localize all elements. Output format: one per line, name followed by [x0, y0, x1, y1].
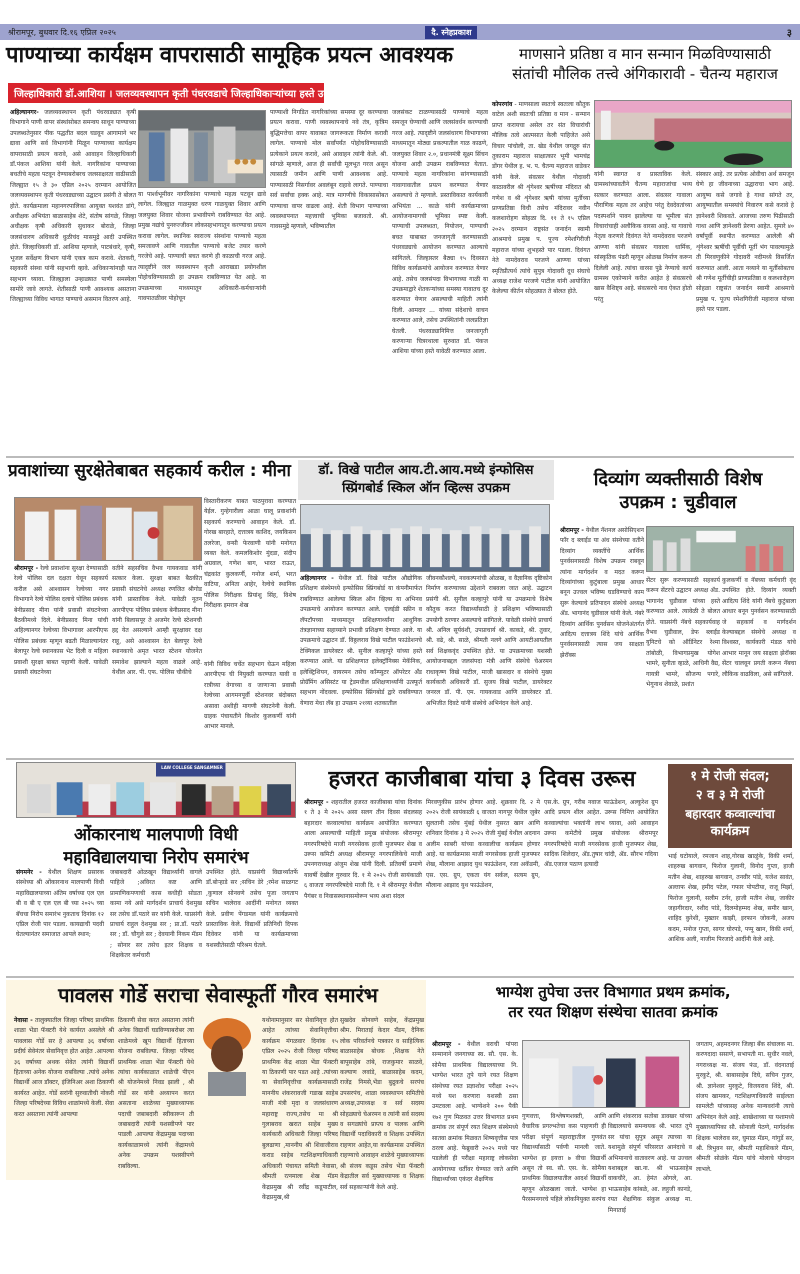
story5-col3: कुलकर्णी व नॅबच्या कर्मचारी वृंद उपस्थित होते. दिव्यांग व्यक्ती आदित्य शिंदे यांनी नॅबचे कुटुंबाला आधार बनून पुनर्वसन करण्यासाठी जे सहकार्य व मार्गदर्शन केल्याबद्दल संस्थेचे अध्यक्ष व विश्वस्त, कार्यकारी मंडळ यांचे आभार मानून जय साक्षता झेरॉक्स सेंटर चालवून प्रगती करून नॅबचा लौकिक वाढविला, असे सांगितले. [722, 577, 796, 678]
portrait-photo [196, 1016, 258, 1096]
story7-sidebar-heading: १ मे रोजी संदल; २ व ३ मे रोजी बहारदार कव्वाल्यांचा कार्यक्रम [668, 764, 792, 848]
story8-photo [196, 1016, 258, 1096]
story1-headline: पाण्याच्या कार्यक्षम वापरासाठी सामूहिक प्रयत्न आवश्यक [6, 43, 453, 68]
story5-col1: श्रीरामपूर - येथील नॅशनल असोसिएशन फॉर द ब्लाईंड या अंध संस्थेच्या वतीने दिव्यांग व्यक्तींचे आर्थिक पुनर्वसनासाठी विशेष उपक्रम राबवून त्यांना मार्गदर्शन व मदत करून दिव्यांगांच्या कुटुंबाला प्रमुख आधार बनून उज्वल भविष्य घडविण्याचे काम सुरू केल्याचे प्रतिपादन संस्थेचे अध्यक्ष ॲड. भागानंद चुडीवाल यांनी केले. नंबरे दिव्यांग आर्थिक पुनर्वसन योजनेअंतर्गत आदित्य दत्तात्रय शिंदे यांचे आर्थिक पुनर्वसनासाठी त्यास जय साक्षता झेरॉक्स [560, 527, 644, 659]
story1-subhead: जिल्हाधिकारी डॉ.आशिया । जलव्यवस्थापन कृती पंधरवडाचे जिल्हाधिकाऱ्यांच्या हस्ते उदघाटन [8, 83, 324, 103]
story4-photo [300, 504, 550, 572]
farewell-photo [17, 763, 295, 817]
story2-dateline: कोपरगांव [492, 101, 513, 108]
story3-headline: प्रवाशांच्या सुरक्षेतेबाबत सहकार्य करील : मीना [8, 461, 291, 481]
inauguration-photo [647, 527, 793, 571]
story1-col3: पाण्याशी निगडित नागरिकांच्या समस्या दूर करण्याचा प्रयत्न करावा. पाणी व्यवस्थापनाचे नवे तंत्र, कृत्रिम बुद्धिमत्तेचा वापर यावाबत जागरूकता निर्माण करावी लागेल. पाण्याचे मोल सर्वांपर्यंत पोहोचविण्यासाठी प्रत्येकाने प्रयत्न करावे, असे आवाहन त्यांनी केले. श्री. सांगळे म्हणाले, आज ही सर्वांची मूलभूत गरज असून त्यासाठी जमीन आणि पाणी आवश्यक आहे. पाण्यासाठी निसर्गावर अवलंबून राहावे लागते. पाण्याचा सर्व सर्वांचा हक्क आहे. मात्र मागणीचे विकासासोबत पाण्याचा वापर वाढला आहे. शेती विभाग पाण्याच्या व्यवस्थापनात महत्त्वाची भूमिका बजावतो. श्री. गावसमुद्रे म्हणाले, भविष्यातील [270, 109, 388, 231]
story2-col3: संस्कार आहे. तर प्रत्येक ओवीचा अर्थ समजून घेणे हा जीवनाच्या उद्धाराचा भाग आहे. आयुष्य कसे जगावे हे गाथा सांगते तर, आयुष्यातील समस्यांचे निवारण कसे करावे हे ज्ञानेश्वरी शिकवते. आजच्या तरुण पिढीसाठी गाथा आणि ज्ञानेश्वरी प्रेरणा आहेत. सुमारे ४० वर्षांपूर्वी स्थापीत करण्यात आलेली श्री शृंगेश्वर ऋषींची पूर्वीची मूर्ती भंग पावल्यामुळे ती मिरवणुकीने गोदावरी नदीमध्ये विसर्जित करण्यात आली. आता नव्याने या मूर्तीसोबतच श्री गणेश मूर्तीचीही प्राणप्रतिष्ठा व कलशारोहण सोहळा राष्ट्रसंत जनार्दन स्वामी आश्रमाचे प्रमुख प. पूज्य रमेशगिरीजी महाराज यांच्या हस्ते पार पडला. [696, 171, 794, 314]
story4-col2: जीवनकौशल्ये, नवकल्पनांची ओळख, व वैज्ञानिक दृष्टिकोन निर्माण करण्याच्या उद्देशाने राबवला जात आहे. उद्घाटन प्रसंगी श्री. सुनील कल्हापुरे यांनी या उपक्रमाचे विशेष कौतुक करत विद्यार्थ्यांसाठी हे प्रशिक्षण भविष्यासाठी उपयोगी ठरणार असल्याचे सांगितले. यावेळी संस्थेचे प्राचार्य श्री. अनिल सूर्यवंशी, उपप्राचार्य श्री. काकडे, श्री. तुवार, श्री. वढे, श्री. साळे, श्रीमती नलगे आणि आयटीआयतील सर्व शिक्षकवृंद उपस्थित होते. या उपक्रमाच्या यशस्वी आयोजनाबद्दल जलसंपदा मंत्री आणि संस्थेचे चेअरमन राधाकृष्ण विखे पाटील, माजी खासदार व संस्थेचे मुख्य कार्यकारी अधिकारी डॉ. सुजय विखे पाटील, डायरेक्टर जनरल डॉ. पी. एम. गायकवाड आणि डायरेक्टर डॉ. अभिजीत दिवटे यांनी संस्थेचे अभिनंदन केले आहे. [426, 575, 552, 707]
story6-col3: उपस्थित होते. याप्रसंगी विद्यार्थ्यांतर्फे डॉ.बोऱ्हाडे सर ;सचिन डेरे ;रमेश साळगट ,कुणाल सोनवणे तसेच पूजा जगताप सचिन भालेराव आदींनी मनोगत व्यक्त केले. प्रवीण पेंगडमल यांनी कार्यक्रमाचे प्रास्ताविक केले. विद्यार्थी प्रतिनिधी दिपक दिवेकर यांनी या कार्यक्रमाच्या यशस्वीतेसाठी परिश्रम घेतले. [206, 869, 298, 949]
group-photo [301, 505, 549, 571]
story4-col1: अहिल्यानगर - येथील डॉ. विखे पाटील औद्योगिक प्रशिक्षण संस्थेमध्ये इन्फोसिस स्प्रिंगबोर्ड या कंपनीमार्फत राबविण्यात आलेल्या स्किल ऑन व्हिल्स या अभिनव उपक्रमाचे आयोजन करण्यात आले. एलईडी स्क्रीन व लॅपटॉपच्या माध्यमातून प्रशिक्षणार्थ्यांना आधुनिक तंत्रज्ञानाच्या सहाय्याने प्रभावी प्रशिक्षण देण्यात आले. या उपक्रमाचे उद्घाटन डॉ. विठ्ठलराव विखे पाटील फाउंडेशनचे टेक्निकल डायरेक्टर श्री. सुनील कल्हापुरे यांच्या हस्ते करण्यात आले. या प्रशिक्षणात इलेक्ट्रॉनिक्स मेकॅनिक, इलेक्ट्रिशियन, वायरमन तसेच कॉम्प्युटर ऑपरेटर अँड प्रोग्रॅमिंग असिस्टंट या ट्रेडमधील प्रशिक्षणार्थ्यांनी उत्स्फूर्त सहभाग नोंदवला. इन्फोसिस स्प्रिंगबोर्ड द्वारे राबविण्यात येणारा मेधा लॅब हा उपक्रम २१व्या शतकातील [300, 575, 422, 707]
story1-col2: या पार्श्वभूमीवर नागरिकांना पाण्याचे महत्व पटवून द्यावे लागेल. जिल्ह्यात गाळमुक्त धरण गाळयुक्त शिवार आणि जलयुक्त शिवार योजना प्रभावीपणे राबविण्यात येत आहे. प्रमुख नद्यांचे पुनरुज्जीवन लोकसहभागातून करण्याचा प्रयत्न करावा लागेल. स्थानिक स्वराज्य संस्थांना पाण्याचे महत्व समजावणे आणि गावातील पाण्याचे बजेट तयार करणे गरजेचे आहे. पाण्याची बचत करणे ही काळाची गरज आहे. त्यादृष्टीने जल व्यवस्थापन कृती आराखडा प्रयोगशील पोहोचविण्यासाठी हा उपक्रम राबविण्यात येत आहे. या उपक्रमाच्या माध्यमातून अधिकारी-कर्मचाऱ्यांनी गावपातळीवर पोहोचून [138, 191, 266, 303]
story8-col3: यथोनामानुसार सर सेवानिवृत्त होत आहेत त्यांच्या सेवानिवृत्तीचा कार्यक्रम मंगळवार दिनांक १५ एप्रिल २०२५ रोजी जिल्हा परिषद प्राथमिक केंद्र शाळा भेंडा फॅक्टरी या ठिकाणी पार पडत आहे .त्यांच्या या सेवानिवृत्तीचा कार्यक्रमासाठी माननीय शंकररावजी गडाख साहेब माजी मंत्री मृदा व जलसंधारण महाराष्ट्र राज्य,तसेच मा श्री गुलाबराव खरात साहेब मुख्य कार्यकारी अधिकारी जिल्हा परिषद बुलढाणा ,माननीय श्री शिवाजीराव कराड साहेब गटशिक्षणाधिकारी अधिकारी पंचायत समिती नेवासा, श्रीमती रत्नमाला शेख मॅडम केंद्रप्रमुख श्री रवींद्र कडूपाटील, केंद्रप्रमुख,श्री [262, 1017, 338, 1201]
story1-col1: अहिल्यानगर- जलव्यवस्थापन कृती पंधरवड्यात कृषी विभागाने पाणी वापर संस्थांसोबत समन्वय साधून पाण्याच्या उपलब्धतेनुसार पीक पद्धतीत बदल घडवून आगामाने भर द्यावा आणि सर्व विभागांनी मिळून पाण्याच्या कार्यक्षम वापरासाठी प्रयत्न करावे, असे आवाहन जिल्हाधिकारी डॉ.पंकज आशिया यांनी केले. नागरिकांना पाण्याच्या बचतीचे महत्व पटवून देण्याबरोबरच जलसाक्षरता वाढीसाठी जिल्ह्यात १५ ते ३० एप्रिल २०२५ दरम्यान आयोजित जलव्यवस्थापन कृती पंधरवड्याच्या उद्घाटन प्रसंगी ते बोलत होते. कार्यक्रमाला महानगरपालिका आयुक्त यशवंत डांगे, अधीक्षक अभियंता बाळासाहेब शेटे, संतोष सांगळे, जिल्हा अधीक्षक कृषी अधिकारी सुधाकर बोराळे, जिल्हा जलसंधारण अधिकारी धुळीचंद मासमुद्रे आदी उपस्थित होते. जिल्हाधिकारी डॉ. आशिया म्हणाले, पाटबंधारे, कृषी, भूजल सर्वेक्षण विभाग यांनी एकत्र काम करावे. शेतकरी, सहकारी संस्था यांनी सहभागी व्हावे. अधिकाऱ्यांनाही यात सहभाग घ्यावा. जिल्ह्याला उन्हाळ्यात पाणी समस्येला सामोरे जावे लागते. शेतीसाठी पाणी आवश्यक असताना जिल्ह्याच्या विविध भागात पाण्याचे असमान वितरण आहे. [10, 109, 136, 304]
masthead-bar [0, 24, 800, 40]
story5-photo [646, 526, 794, 572]
story7-headline: हजरत काजीबाबा यांचा ३ दिवस उरूस [328, 767, 636, 792]
story3-col-top: विस्तारीकरण याबत पाठपुरावा करण्यात येईल. गुन्हेगारीला आळा घालू प्रवाशांनी सहकार्य करण्याचे आवाहन केले. डॉ. गोरख बारहाते, दत्तात्रय काशिद, जयकिसन तलरेजा, वन्सी फेरवाणी यांनी मनोगत व्यक्त केले. कमलकिशोर मुंदडा, संदीप अग्रवाल, गणेश बाग, भारत राऊत, चंद्रकांत कुलकर्णी, गनोज शर्मा, भरत वाटिया, अनिता आहेर, रेल्वेचे स्थानिक पोलिस निरीक्षक प्रियांशु सिंह, विशेष निरीक्षक इमरान शेख [204, 498, 296, 610]
story7-col1: श्रीरामपूर - शहरातील हजरत काजीबाबा यांचा दिनांक १ ते ३ मे २०२५ असा सलग तीन दिवस संदलसह बहारदार कव्वाल्यांचा कार्यक्रम आयोजित करण्यात आला असल्याची माहिती प्रमुख संयोजक श्रीरामपूर नगरपरिषदेचे माजी नगरसेवक हाजी मुजफ्फर शेख व उरूस कमिटी अध्यक्ष श्रीरामपूर नगरपालिकेचे माजी उपनगराध्यक्ष अंजुम शेख यांनी दिली. प्रतिवर्षी प्रमाणे यावर्षी देखील गुरुवार दि. १ मे २०२५ रोजी सायंकाळी ६ वाजता नगरपरिषदेचे माजी दि. १ मे श्रीरामपूर येथील पैगंबर व निवासस्थानासमोरून भव्य अशा संदल [304, 799, 422, 900]
story8-col1: नेवासा - तालुक्यातील जिल्हा परिषद प्राथमिक शाळा भेंडा फॅक्टरी येथे कार्यरत असलेले श्री पावलास गोर्डे सर हे आपल्या ३६ वर्षाच्या प्रदीर्घ सेवेनंतर सेवानिवृत्त होत आहेत .आपल्या ३६ वर्षाच्या अथक सेवेत त्यांनी विद्यार्थी हिताच्या अनेक योजना राबविल्या .त्यांचे अनेक विद्यार्थी आज डॉक्टर, इंजिनिअर अशा ठिकाणी कार्यरत आहेत. गोर्डे सरांनी सुरुवातीची नोकरी जिल्हा परिषदेच्या विविध शाळांमध्ये केली. सेवा करत असताना त्यांनी आपल्या [14, 1017, 114, 1118]
section-divider [6, 758, 794, 760]
dateline: श्रीरामपूर, बुधवार दि.१६ एप्रिल २०२५ [8, 27, 116, 37]
story6-headline: ओंकारनाथ मालपाणी विधी महाविद्यालयाचा निरोप समारंभ [63, 825, 249, 868]
story6-dateline: संगमनेर - [16, 869, 42, 876]
story4-dateline: अहिल्यानगर - [300, 575, 334, 582]
story8-col2: ठिकाणी सेवा करत असताना त्यांनी अनेक विद्यार्थी घडविण्याबरोबर त्या शाळेमध्ये खूप विद्यार्थी हिताच्या योजना राबविल्या. जिल्हा परिषद प्राथमिक शाळा भेंडा फॅक्टरी येथे त्यांचा कार्यकाळात शाळेची पीएन श्री योजनेमध्ये निवड झाली , श्री गोर्डे सर यांनी अध्यापन करत असताना शाळेच्या मुख्याध्यापक पदाची जबाबदारी स्वीकारून ती जबाबदारी त्यांनी यशस्वीपणे पार पाडली .आपल्या केंद्रप्रमुख पदाच्या कार्यकाळामध्ये त्यांनी केंद्रामध्ये अनेक उपक्रम यशस्वीपणे राबविल्या. [118, 1017, 194, 1170]
story3-col2: वतीने सहसचिव वैभव गायकवाड यांनी सत्कार केला. सुरक्षा बाबत बैठकीत प्रवासी संघटनेचे अध्यक्ष रणजित श्रीगोड यांनी प्रास्ताविक केले. यावेळी नूतन आरपीएफ पोलिस प्रबंधक बेनीप्रसाद मीना यांनी बिलासपूर ते अजमेर रेल्वे स्टेशनची हद्द येत असल्याने आम्ही सुरक्षावर दक्ष राहू, असे आश्वासन देत बेलापूर रेल्वे स्थानकाचे अमृत भारत स्टेशन योजनेत समावेश झाल्याने महत्व वाढले आहे. येथील आर. पी. एफ. पोलिस चौकीचे [112, 565, 202, 677]
story7-col2: मिरवणुकीस प्रारंभ होणार आहे. शुक्रवार दि. २ मे २०२५ रोजी सायंकाळी ६ वाजता नागपूर येथील जुबेर सुलतानी तसेच मुंबई येथील नुसरत खान आणि शनिवार दिनांक ३ मे २०२५ रोजी मुंबई येथील अदनान अलीम साबरी यांच्या कव्वालीचा कार्यक्रम होणार आहे. या कार्यक्रमास माजी नगरसेवक हाजी मुजफ्फर शेख, मौलाना आझाद युथ फाऊंडेशन, रजा अकॅडमी, एस. एस. ग्रुप, एकता यंग सर्कल, सत्यम ग्रुप, मौलाना आझाद युथ फाऊंडेशन, [426, 799, 540, 890]
section-divider [6, 976, 794, 978]
story1-col4: जलसंकट टाळण्यासाठी पाण्याचे महत्व समजून घेण्याची आणि जलसंवर्धन करण्याची गरज आहे. त्यादृष्टीने जलसंधारण विभागाच्या माध्यमातून मोठ्या प्रकल्पातील गाळ काढणे, जलयुक्त शिवार २.०, प्रधानमंत्री सूक्ष्म सिंचन योजना आदी उपक्रम राबविण्यात येतात. पाण्याचे महत्व नागरिकांना सांगण्यासाठी गावागावातील प्रयत्न करण्यात येणार असल्याचे ते म्हणाले. प्रस्ताविकात कार्यकारी अभियंता ... काळे यांनी कार्यक्रमाच्या आयोजनामागची भूमिका स्पष्ट केली. पाण्याची उपलब्धता, नियोजन, पाण्याची बचत याबाबत जनजागृती करण्यासाठी पंधरवड्याचे आयोजन करण्यात आल्याचे सांगितले. जिल्हास्तर बैठ्या १५ दिवसात विविध कार्यक्रमांचे आयोजन करण्यात येणार आहे. तसेच जलसंपदा विभागाच्या गाळी या उपक्रमाद्वारे शेतकऱ्यांच्या समस्या गावातच दूर करण्यात येणार असल्याची माहिती त्यांनी दिली. आमदार ... यांच्या संदेशाचे वाचन करण्यात आले, तसेच उपस्थितांनी जलप्रतिज्ञा घेतली. पंधरवड्यानिमित्त जनजागृती करणाऱ्या चित्ररथाला सुरुवात डॉ. पंकज आशिया यांच्या हस्ते यावेळी करण्यात आला. [392, 109, 488, 356]
story3-col1: श्रीरामपूर - रेल्वे प्रवाशांना सुरक्षा देण्यासाठी रेल्वे पोलिस दल दक्षता घेवून सहकार्य करील असे आश्वासन रेल्वेच्या नगर विभागाने रेल्वे पोलिस दलाचे पोलिस प्रबंधक बेनीप्रसाद मीना यांनी प्रवासी संघटनेच्या बैठकीमध्ये दिले. बेनीप्रसाद मिना यांची अहिल्यानगर रेल्वेच्या विभागावर आरपीएफ पोलिस प्रबंधक म्हणून बढती मिळाल्यानंतर बेलापूर रेल्वे स्थानकास भेट दिली व महिला प्रवाशी सुरक्षा बाबत पहाणी केली. यावेळी प्रवासी संघटनेच्या [14, 565, 108, 677]
section-divider [6, 456, 794, 458]
felicitation-photo [15, 498, 201, 560]
story9-col3: आणि शंकरराव सतोबा डावखर यांच्या विद्यालयाचे समन्वयक श्री. भारत तुपे सर यांचा सुपुत्र असून त्याच्या या यशामुळे संपूर्ण परिसरात आनंदाचे व अभिमानाचे वातावरण आहे. या उज्वल यशाबद्दल खा.ना. श्री भाऊसाहेब वाकचौरे, आ. हेमंत ओगले, आ. भाऊसाहेब कांबळे, आ. लहुजी कानडे, रयत शैक्षणिक संकुल अध्यक्ष मा. मिनाताई [608, 1113, 692, 1214]
story9-photo [522, 1040, 690, 1108]
story9-dateline: श्रीरामपूर - [432, 1041, 461, 1048]
story8-col4: सुखदेव सोनवणे साहेब, केंद्रप्रमुख श्रीम. मिराताई केदार मॅडम, दैनिक लोक परिवर्तनचे पत्रकार व साहित्यिक बाळासाहेब बोधक ,शिक्षक नेते बापूसाहेब तांबे, राजकुमार साळवे, कल्याण लवांडे, बाळासाहेब कदम, राजेंद्र निमसे,भेंडा बुद्रुकचे सरपंच उपसरपंच, शाळा व्यवस्थापन समितीचे अध्यक्ष,उपाध्यक्ष व सर्व सदस्य सोहळ्याचे चेअरमन व त्यांनी सर्व सदस्य व सगळ्यांचे प्राप्त्य व पालक आणि विद्यार्थी पदाधिकारी व शिक्षक उपस्थित राहणार आहेत,या कार्यक्रमास उपस्थित राहण्याचे आवाहन शाळेचे मुख्याध्यापक श्री संजय कडूस तसेच भेंडा फॅक्टरी केंद्रातील सर्व मुख्याध्यापक व शिक्षक सर्व सहकाऱ्यांनी केले आहे. [340, 1017, 424, 1191]
story9-col1: श्रीरामपूर - येथील वराची पांपरा सन्मानाने जनगाच्या स्व. सौ. एस. के. सोमैया प्राथमिक विद्यालयाच्या नि. भाग्येश भारत तुपे याने रयत शिक्षण संस्थेच्या रयत प्रज्ञाशोध परीक्षा २०२५ मध्ये यश करणारा यशस्वी ठसा उमटवला आहे. भाग्येशने २०० पैकी १७२ गुण मिळवत उत्तर विभागात प्रथम क्रमांक तर संपूर्ण रयत शिक्षण संस्थेमध्ये सातवा क्रमांक मिळवत शिष्यवृत्तीस पात्र ठरला आहे. फेब्रुवारी २०२५ मध्ये पार पडलेली ही परीक्षा महाराष्ट्र लोकसेवा आयोगाच्या धर्तीवर घेण्यात जाते आणि विद्यार्थ्यांच्या एकंदर शैक्षणिक [432, 1041, 518, 1184]
story3-dateline: श्रीरामपूर - [14, 565, 39, 572]
ceremony-photo [139, 111, 265, 187]
story6-col1: संगमनेर - येथील शिक्षण प्रसारक संस्थेच्या श्री ओंकारनाथ मालपाणी विधी महाविद्यालयाच्या अंतिम वर्षाच्या एल एल बी व बी ए एल एल बी च्या २०२५ च्या बॅचचा निरोप समारंभ नुकताच दिनांक १२ एप्रिल रोजी पार पडला. कायद्याची पदवी घेतल्यानंतर समाजात आपले स्थान; [16, 869, 104, 939]
paper-name: दै. स्नेहप्रकाश [425, 26, 477, 39]
story7-col3: एस.के. ग्रुप, गरीब नवाज फाऊंडेशन, अल्कुरेश ग्रुप आदि प्रयत्न शील आहेत. उरूस निमित्त आयोजित कव्वाल्यांचा भक्तांनी लाभ घ्यावा, असे आवाहन उरूस कमेटीचे प्रमुख संयोजक श्रीरामपूर नगरपरिषदेचे माजी नगरसेवक हाजी मुजफ्फर शेख, सादिक शिलेदार, ॲड.तुषार चांदी, ॲड. सौरभ गदिया ॲड.एजाज पठाण इत्यादी [544, 799, 658, 869]
story2-photo [594, 100, 792, 168]
story6-col2: जबाबदारी ओळखून विद्यार्थ्यांनी वागले पाहिजे ;अविरत कष्ट आणि प्रामाणिकपणाची कास कधीही सोडता कामा नये असे मार्गदर्शन प्राचार्य देशमुख सर तसेच डॉ.पठारे सर यांनी केले. याप्रसंगी प्राचार्य राहुल देशमुख सर ; प्रा.डॉ. पठारे सर ; डॉ. चौगुले सर ; देवयानी निकम मॅडम ; सोनार सर तसेच इतर शिक्षक व शिक्षकेतर कर्मचारी [110, 869, 202, 960]
story5-headline: दिव्यांग व्यक्तीसाठी विशेष उपक्रम : चुडीवाल [593, 469, 763, 514]
story3-photo [14, 497, 202, 561]
story3-col3: यांनी विविध चर्चेत सहभाग घेऊन महिला आरपीएफ ची नियुक्ती करण्यात यावी व रात्रीच्या वेगाच्या व जाणाऱ्या प्रवासी रेल्वेच्या आगमनपूर्वी स्टेशनवर बंदोबस्त असावा अशीही मागणी संघटनेनी केली. ग्राहक पंचायतीने किशोर कुलकर्णी यांनी आभार मानले. [204, 661, 296, 731]
story7-dateline: श्रीरामपूर - [304, 799, 329, 806]
story1-photo [138, 110, 266, 188]
story2-col1: कोपरगांव - माणसाला स्वतःचे स्वतःला कौतुक वाटेल अशी स्वतःची प्रतिष्ठा व मान - सन्मान प्राप्त करायचा असेल तर संत विचारांची मौलिक तत्वे आत्मसात केली पाहिजेत असे विचार पांचोली, ता. खेड येथील जगद्गुरु संत तुकाराम महाराज साक्षात्कार भूमी भामचंद्र डोंगर येथील ह. भ. प. चैतन्य महाराज वाडेकर यांनी केले. संवत्सर येथील गोदावरी काठावरील श्री शृंगेश्वर ऋषींच्या मंदिरात श्री गणेश व श्री शृंगेश्वर ऋषी यांच्या मूर्तीच्या प्राणप्रतिष्ठा विधी तसेच मंदिरावर नवीन कलशारोहण सोहळा दि. ११ ते १५ एप्रिल २०२५ दरम्यान राष्ट्रसंत जनार्दन स्वामी आश्रमाचे प्रमुख प. पूज्य रमेशगिरीजी महाराज यांच्या शुभहस्ते पार पडला. दिवंगत नेते नामदेवराव परजणे आण्णा यांच्या स्मृतिप्रीत्यर्थ त्यांचे सुपुत्र गोदावरी दूध संघाचे अध्यक्ष राजेश परजणे पाटील यांनी आयोजित केलेल्या कीर्तन सोहळ्यात ते बोलत होते. [492, 101, 590, 296]
story2-col2: यांनी स्वागत व प्रास्ताविक केले. ग्रामस्थांच्यावतीने चैतन्य महाराजांचा भव्य सत्कार करण्यात आला. संवत्सर गावाला पौराणिक महत्व तर आहेच परंतु देवदेवतांच्या पदस्पर्शाने पावन झालेल्या या भूमीला संत विचारांचाही अलौकिक वारसा आहे. या गावाचे नेतृत्व करणारे दिवंगत नेते नामदेवराव परजणे आण्णा यांनी संवत्सर गावाला धार्मिक, सांस्कृतिक पंढरी म्हणून ओळख निर्माण करून दिलेली आहे. त्यांचा वारसा पुढे नेण्याचे कार्य ग्रामस्थ एकोप्याने करीत आहेत हे संवत्सरचे खास वैशिष्ट्य आहे. संवत्सरचे नाव ऐकत होतो परंतु [594, 171, 692, 303]
story6-photo [16, 762, 296, 818]
award-photo [523, 1041, 689, 1107]
story5-dateline: श्रीरामपूर - [560, 527, 584, 534]
page-number: ३ [786, 28, 792, 39]
story8-headline: पावलस गोर्डे सराचा सेवास्फूर्ती गौरव समारंभ [58, 983, 378, 1007]
story9-col4: जगताप, अहमदनगर जिल्हा बँक संचालक मा. करणदादा ससाणे, सभापती मा. सुधीर नवले, नगराध्यक्ष मा. संजय फंड, डॉ. वंदनाताई मुरकुटे, श्री. बाबासाहेब दिघे, सचिन गुजर, श्री. ज्ञानेश्वर मुरकुटे, विजयराव शिंदे, श्री. संजय खामकर, गटशिक्षणाधिकारी साईलता सामलेटी यांच्यासह अनेक मान्यवरांनी त्याचे अभिनंदन केले आहे. शाखेशाच्या या यशामध्ये मुख्याध्यापिका सौ. सोनाली पेठणे, मार्गदर्शक शिक्षक भालेराव सर, घुमाळ मॅडम, गांगुर्डे सर, श्री. त्रिभुवन सर, श्रीमती महाशिकारे मॅडम, श्रीमती सोळंके मॅडम यांचे मोलाचे योगदान लाभले. [696, 1041, 794, 1173]
story1-dateline: अहिल्यानगर- [10, 109, 39, 116]
story7-sidebar-text: भाई घटोयाले, रमजान शाह,गोरख खाळुंके, विकी शर्मा, शाहरुख बागवान, फिरोज गुलानी, विनोद गुप्ता, हाजी मतीन शेख, शाहरुख बागवान, तनवीर पांडे, यजेश सावंत, अल्ताफ शेख, हमीद पटेल, गफार पोपटीया, राजू मिर्झा, फिरोज गुलानी, सलीम टर्नर, हाजी मतीन शेख, जाकीर जहागीरदार, रशीद पांडे, दिलमोहम्मद शेख, समीर खान, शाहिद कुरेशी, मुख्तार काझी, इरफान जोकनी, अजय कदम, मनोज गुप्ता, सागर घोरपडे, पप्पू खान, विकी शर्मा, आशिक अली, नाजीम पिरजादे आदींनी केले आहे. [668, 853, 794, 944]
gathering-photo [595, 101, 791, 167]
story4-headline: डॉ. विखे पाटील आय.टी.आय.मध्ये इंन्फोसिस स्प्रिंगबोर्ड स्किल ऑन व्हिल्स उपक्रम [318, 463, 534, 496]
story9-headline: भाग्येश तुपेचा उत्तर विभागात प्रथम क्रमांक, तर रयत शिक्षण संस्थेचा सातवा क्रमांक [495, 983, 731, 1022]
photo-banner-text: LAW COLLEGE SANGAMNER [161, 765, 223, 770]
story9-col2: गुणवत्ता, विश्लेषणशक्ती, आणि वैचारिक प्रगल्भतेचा कस पाहणारी ही परीक्षा संपूर्ण महाराष्ट्रातील गुणवंत विद्यार्थ्यांसाठी पर्वणी मानली जाते. भाग्येश हा इयत्ता ७ वीचा विद्यार्थी असून तो स्व. सौ. एस. के. सोमैया प्राथमिक विद्यालयातील आदर्श विद्यार्थी म्हणून ओळखला जातो. भाग्येश हा पैरसमनगरचे पहिले लोकनियुक्त सरपंच [522, 1113, 606, 1204]
story5-col2: सेंटर सुरू करण्यासाठी सहकार्य करून सेंटरचे उद्घाटन अध्यक्ष ॲड. भागानंद चुडीवाल यांच्या हस्ते करण्यात आले. त्यावेळी ते बोलत होते. याप्रसंगी नॅबचे सहकार्यवाह वैभव चुडीवाल, डेफ ब्लाईंड युनिटचे को ऑर्डिनेटर रेश्मा तांबोळी, विभागप्रमुख योगेश भामरे, सुनीता व्हाळे, आधिनी वैद्य, गायत्री भामरे, सौजन्य पगारे, भेगूनाथ शेवाळे, प्रशांत [646, 577, 720, 689]
story8-dateline: नेवासा - [14, 1017, 33, 1024]
story2-headline: माणसाने प्रतिष्ठा व मान सन्मान मिळविण्यासाठी संतांची मौलिक तत्त्वे अंगिकारावी - चैतन्य महाराज [512, 45, 778, 84]
